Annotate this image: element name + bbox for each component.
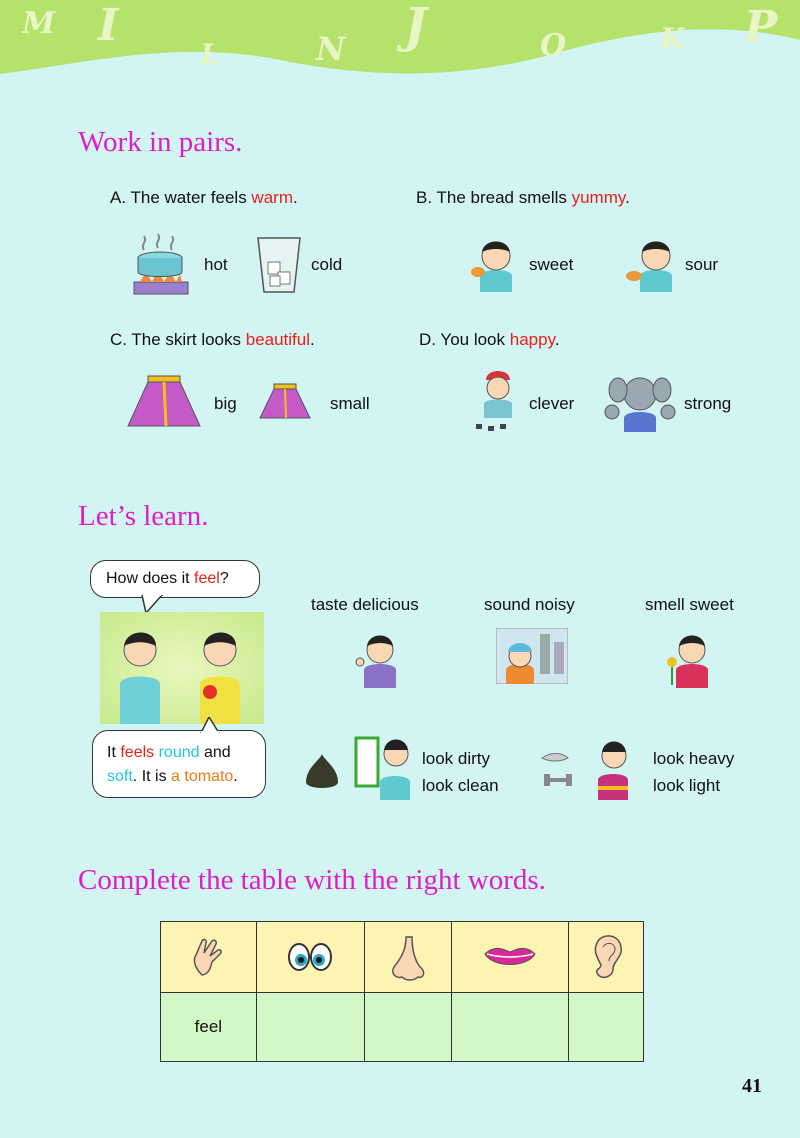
phrase-look-heavy: look heavy	[653, 749, 735, 768]
small-skirt-icon	[258, 382, 312, 420]
lets-learn-heading: Let’s learn.	[78, 500, 209, 532]
clever-kid-icon	[468, 366, 522, 436]
phrase-look-light: look light	[653, 776, 721, 795]
banner-letter: O	[540, 28, 567, 63]
word-big: big	[214, 394, 237, 413]
girl-smelling-icon	[662, 626, 718, 688]
sentence-d: D. You look happy.	[419, 330, 560, 349]
eyes-icon	[256, 922, 365, 993]
feather-and-dumbbell-icon	[538, 736, 646, 800]
table-cell-blank[interactable]	[569, 993, 644, 1062]
word-cold: cold	[311, 255, 343, 274]
banner-letter: K	[660, 22, 685, 55]
table-cell-feel: feel	[161, 993, 257, 1062]
banner-letter: P	[744, 2, 778, 53]
sentence-b: B. The bread smells yummy.	[416, 188, 630, 207]
big-skirt-icon	[126, 374, 202, 428]
table-cell-blank[interactable]	[256, 993, 365, 1062]
cold-glass-icon	[254, 234, 304, 296]
bag-and-mirror-icon	[302, 732, 420, 800]
phrase-smell-sweet: smell sweet	[645, 595, 734, 614]
boy-sour-icon	[624, 234, 682, 292]
phrase-taste-delicious: taste delicious	[311, 595, 419, 614]
word-clever: clever	[529, 394, 575, 413]
word-hot: hot	[204, 255, 228, 274]
boy-eating-icon	[470, 234, 522, 292]
banner-letter: N	[316, 30, 346, 68]
nose-icon	[365, 922, 452, 993]
sentence-a: A. The water feels warm.	[110, 188, 298, 207]
strong-elephant-icon	[602, 372, 678, 432]
senses-table	[160, 921, 644, 1062]
sentence-c: C. The skirt looks beautiful.	[110, 330, 315, 349]
kids-illustration	[100, 612, 264, 724]
banner-letter: M	[22, 6, 56, 41]
boy-tasting-icon	[350, 626, 406, 688]
complete-table-heading: Complete the table with the right words.	[78, 864, 546, 896]
work-in-pairs-heading: Work in pairs.	[78, 126, 243, 158]
mouth-icon	[452, 922, 569, 993]
table-cell-blank[interactable]	[365, 993, 452, 1062]
hot-pot-icon	[130, 232, 194, 298]
answer-bubble-tail	[199, 717, 221, 733]
ear-icon	[569, 922, 644, 993]
word-strong: strong	[684, 394, 732, 413]
word-sweet: sweet	[529, 255, 574, 274]
banner-letter: L	[200, 38, 220, 71]
word-small: small	[330, 394, 370, 413]
banner-letter: I	[98, 0, 119, 51]
top-banner	[0, 0, 800, 90]
question-bubble: How does it feel?	[90, 560, 260, 598]
phrase-look-dirty: look dirty	[422, 749, 491, 768]
noisy-street-icon	[496, 628, 568, 684]
phrase-look-clean: look clean	[422, 776, 499, 795]
word-sour: sour	[685, 255, 719, 274]
page-number: 41	[742, 1075, 762, 1097]
phrase-sound-noisy: sound noisy	[484, 595, 575, 614]
table-cell-blank[interactable]	[452, 993, 569, 1062]
banner-letter: J	[404, 0, 427, 54]
answer-bubble: It feels round and soft. It is a tomato.	[92, 730, 266, 798]
hand-icon	[161, 922, 257, 993]
